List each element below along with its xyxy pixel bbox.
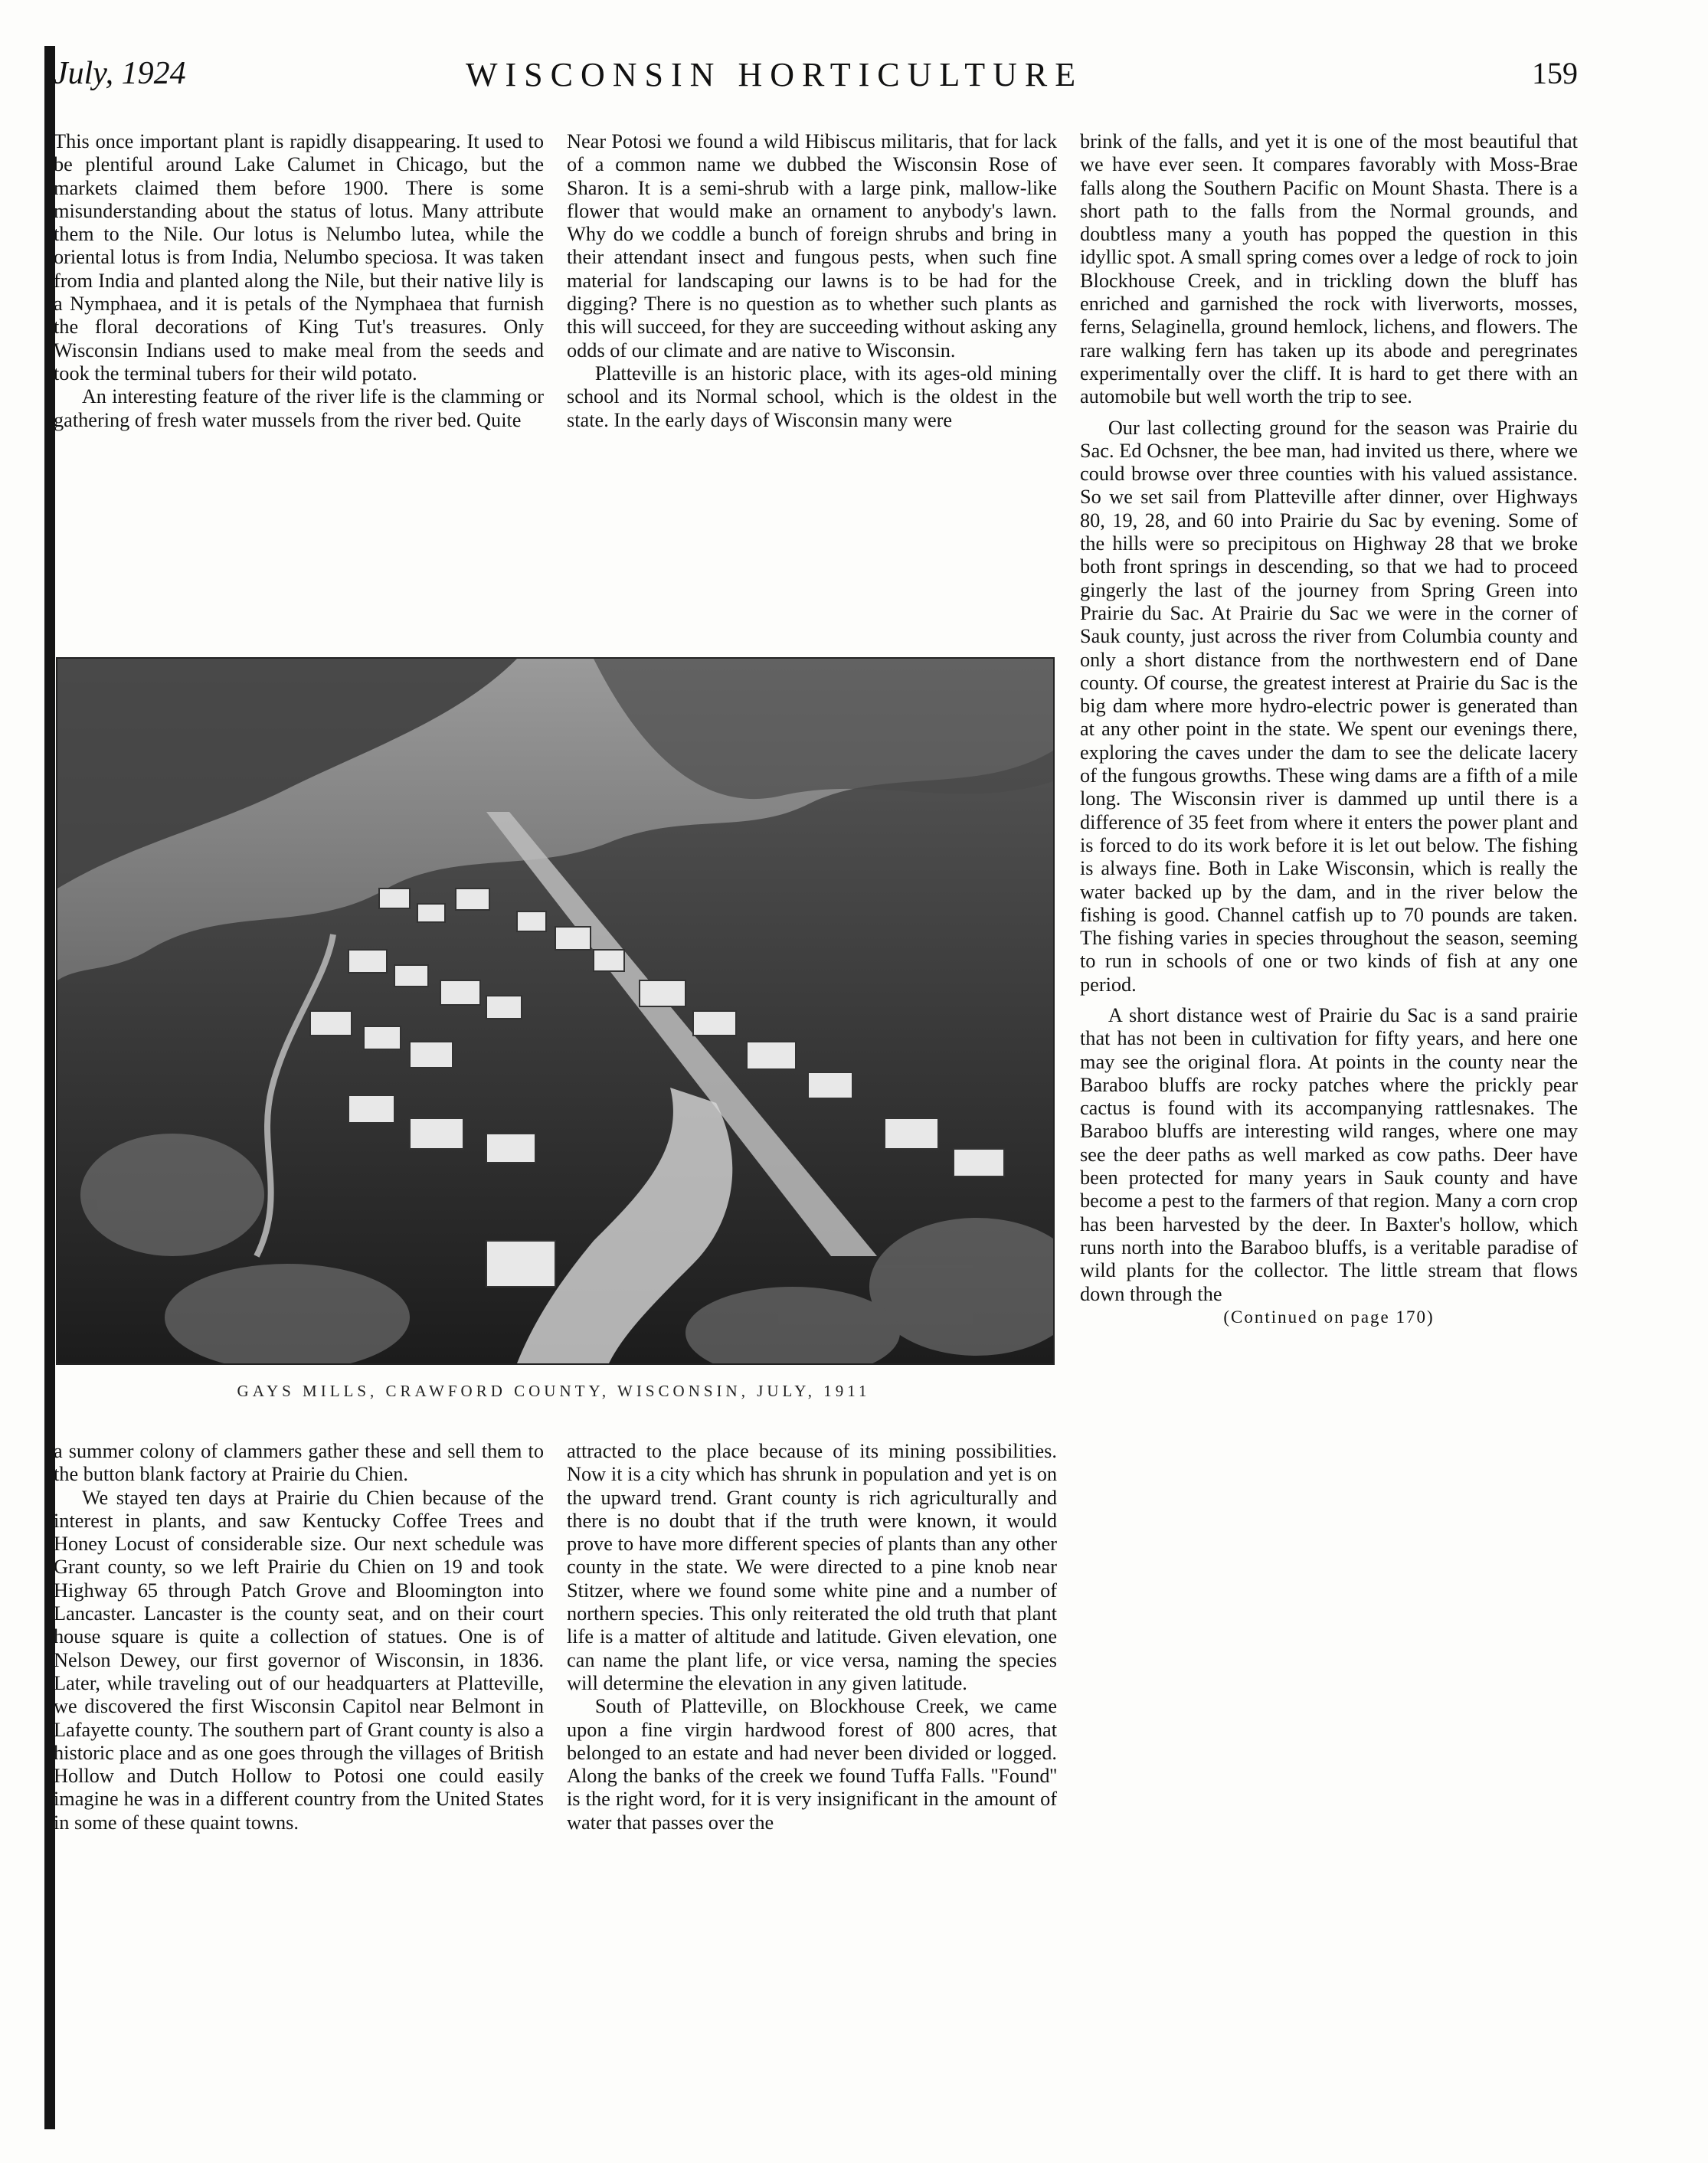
page-number: 159: [1532, 56, 1578, 90]
paragraph: A short distance west of Prairie du Sac is a sand prairie that has not been in cultivation for fifty years, and here one may see the original flora. At points in the county near the Baraboo bluffs are rocky patches where the prickly pear cactus is found with its accompanying rattlesnakes. The Baraboo bluffs are interesting wild ranges, where one may see the deer paths as well marked as cow paths. Deer have been protected for many years in Sauk county and have become a pest to the farmers of that region. Many a corn crop has been harvested by the deer. In Baxter's hollow, which runs north into the Baraboo bluffs, is a veritable paradise of wild plants for the collector. The little stream that flows down through the: [1080, 1003, 1578, 1305]
column-1-bottom: [54, 1440, 544, 2076]
continued-note: (Continued on page 170): [1223, 1307, 1435, 1327]
paragraph: brink of the falls, and yet it is one of the most beautiful that we have ever seen. It compares favorably with Moss-Brae falls along the Southern Pacific on Mount Shasta. There is a short path to the falls from the Normal grounds, and doubtless many a youth has popped the question in this idyllic spot. A small spring comes over a ledge of rock to join Blockhouse Creek, and in trickling down the bluff has enriched and garnished the rock with liverworts, mosses, ferns, Selaginella, ground hemlock, lichens, and flowers. The rare walking fern has taken up its abode and peregrinates experimentally over the cliff. It is hard to get there with an automobile but well worth the trip to see.: [1080, 130, 1578, 408]
paragraph: Platteville is an historic place, with its ages-old mining school and its Normal school, which is the oldest in the state. In the early days of Wisconsin many were: [567, 362, 1057, 431]
column-1-top: [54, 130, 544, 628]
paragraph: South of Platteville, on Blockhouse Creek, we came upon a fine virgin hardwood forest of 800 acres, that belonged to an estate and had never been divided or logged. Along the banks of the creek we found Tuffa Falls. ''Found'' is the right word, for it is very insignificant in the amount of water that passes over the: [567, 1695, 1057, 1834]
aerial-town-view: [57, 659, 1053, 1363]
journal-title: WISCONSIN HORTICULTURE: [466, 56, 1084, 93]
photo-caption: GAYS MILLS, CRAWFORD COUNTY, WISCONSIN, JULY, 1911: [237, 1382, 871, 1400]
paragraph: Near Potosi we found a wild Hibiscus militaris, that for lack of a common name we dubbed the Wisconsin Rose of Sharon. It is a semi-shrub with a large pink, mallow-like flower that would make an ornament to anybody's lawn. Why do we coddle a bunch of foreign shrubs and bring in their attendant insect and fungous pests, when such fine material for landscaping our lawns is to be had for the digging? There is no question as to whether such plants as this will succeed, for they are succeeding without asking any odds of our climate and are native to Wisconsin.: [567, 130, 1057, 362]
town-photograph: [56, 657, 1055, 1365]
paragraph: This once important plant is rapidly disappearing. It used to be plentiful around Lake Calumet in Chicago, but the markets claimed them before 1900. There is some misunderstanding about the status of lotus. Many attribute them to the Nile. Our lotus is Nelumbo lutea, while the oriental lotus is from India, Nelumbo speciosa. It was taken from India and planted along the Nile, but their native lily is a Nymphaea, and it is petals of the Nymphaea that furnish the floral decorations of King Tut's treasures. Only Wisconsin Indians used to make meal from the seeds and took the terminal tubers for their wild potato.: [54, 130, 544, 384]
paragraph: attracted to the place because of its mining possibilities. Now it is a city which has shrunk in population and yet is on the upward trend. Grant county is rich agriculturally and there is no doubt that if the truth were known, it would prove to have more different species of plants than any other county in the state. We were directed to a pine knob near Stitzer, where we found some white pine and a number of northern species. This only reiterated the old truth that plant life is a matter of altitude and latitude. Given elevation, one can name the plant life, or vice versa, naming the species will determine the elevation in any given latitude.: [567, 1440, 1057, 1694]
paragraph: An interesting feature of the river life is the clamming or gathering of fresh water mussels from the river bed. Quite: [54, 385, 544, 431]
column-2-top: [567, 130, 1057, 628]
column-3: [1080, 130, 1578, 2076]
paragraph: We stayed ten days at Prairie du Chien because of the interest in plants, and saw Kentucky Coffee Trees and Honey Locust of considerable size. Our next schedule was Grant county, so we left Prairie du Chien on 19 and took Highway 65 through Patch Grove and Bloomington into Lancaster. Lancaster is the county seat, and on their court house square is quite a collection of statues. One is of Nelson Dewey, our first governor of Wisconsin, in 1836. Later, while traveling out of our headquarters at Platteville, we discovered the first Wisconsin Capitol near Belmont in Lafayette county. The southern part of Grant county is also a historic place and as one goes through the villages of British Hollow and Dutch Hollow to Potosi one could easily imagine he was in a different country from the United States in some of these quaint towns.: [54, 1486, 544, 1834]
paragraph: a summer colony of clammers gather these and sell them to the button blank factory at Prairie du Chien.: [54, 1440, 544, 1486]
paragraph: Our last collecting ground for the season was Prairie du Sac. Ed Ochsner, the bee man, had invited us there, where we could browse over three counties with his valued assistance. So we set sail from Platteville after dinner, over Highways 80, 19, 28, and 60 into Prairie du Sac by evening. Some of the hills were so precipitous on Highway 28 that we broke both front springs in descending, so that we had to proceed gingerly the last of the journey from Spring Green into Prairie du Sac. At Prairie du Sac we were in the corner of Sauk county, just across the river from Columbia county and only a short distance from the northwestern end of Dane county. Of course, the greatest interest at Prairie du Sac is the big dam where more hydro-electric power is generated than at any other point in the state. We spent our evenings there, exploring the caves under the dam to see the delicate lacery of the fungous growths. These wing dams are a fifth of a mile long. The Wisconsin river is dammed up until there is a difference of 35 feet from where it enters the power plant and is forced to do its work before it is let out below. The fishing is always fine. Both in Lake Wisconsin, which is really the water backed up by the dam, and in the river below the fishing is good. Channel catfish up to 70 pounds are taken. The fishing varies in species throughout the season, seeming to run in schools of one or two kinds of fish at any one period.: [1080, 416, 1578, 996]
column-2-bottom: [567, 1440, 1057, 2076]
issue-date: July, 1924: [54, 56, 186, 91]
